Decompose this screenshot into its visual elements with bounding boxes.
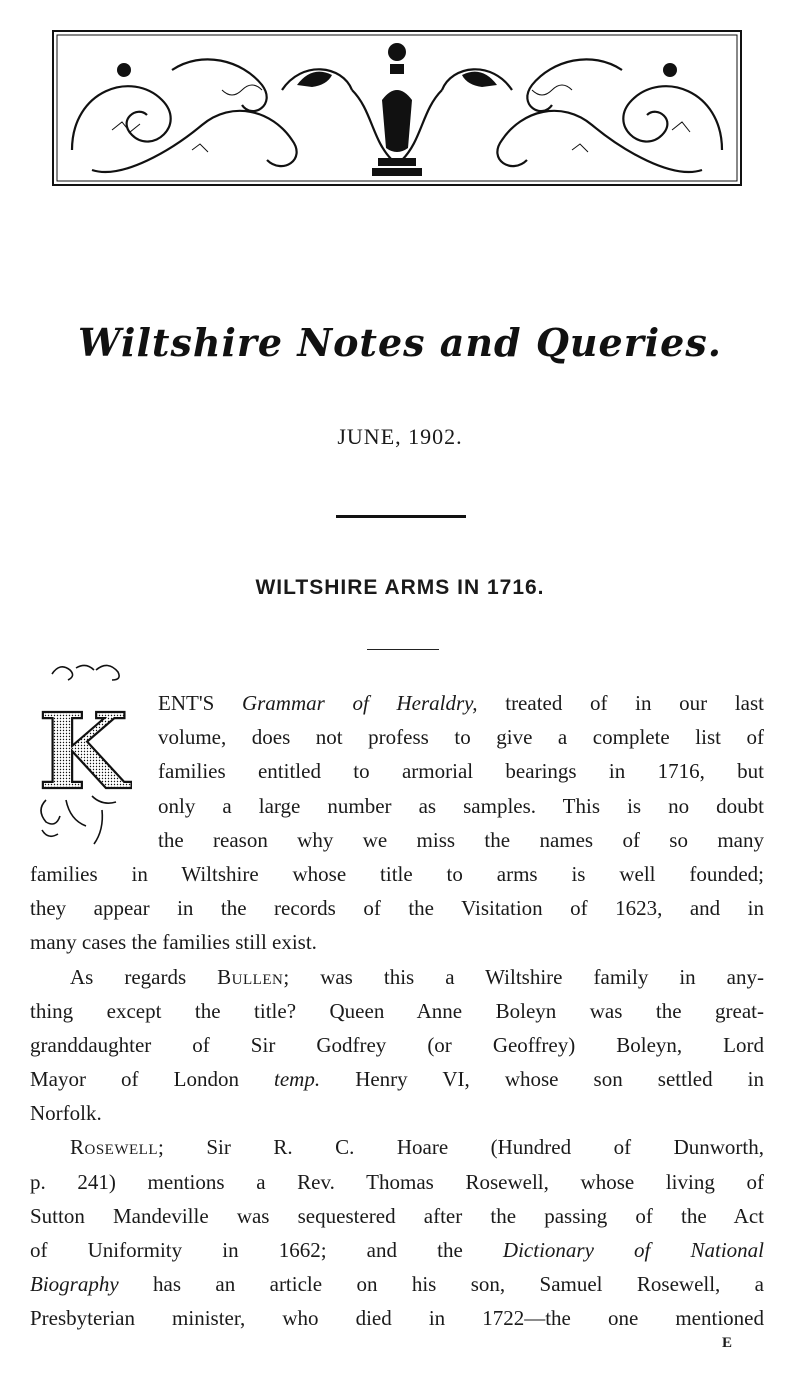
article-divider	[367, 649, 439, 650]
text-line: Mayor of London temp. Henry VI, whose son settled in	[30, 1067, 765, 1092]
text-line: granddaughter of Sir Godfrey (or Geoffrey) Boleyn, Lord	[30, 1032, 764, 1057]
journal-title: Wiltshire Notes and Queries.	[78, 320, 722, 365]
drop-cap-letter: K	[38, 690, 129, 813]
text-line: families entitled to armorial bearings in 1716, but	[158, 759, 764, 784]
text-line: Norfolk.	[30, 1101, 102, 1126]
signature-mark: E	[722, 1335, 733, 1351]
text-line: Rosewell; Sir R. C. Hoare (Hundred of Dunworth,	[70, 1135, 764, 1160]
text-line: they appear in the records of the Visitation of 1623, and in	[30, 896, 764, 921]
text-line: families in Wiltshire whose title to arms is well founded;	[30, 861, 764, 886]
text-line: the reason why we miss the names of so many	[158, 827, 764, 852]
text-line: thing except the title? Queen Anne Boleyn was the great-	[30, 998, 764, 1023]
ornamental-header-band	[52, 30, 742, 186]
text-line: of Uniformity in 1662; and the Dictionary of National	[30, 1238, 765, 1262]
article-body	[30, 686, 764, 1336]
text-line: ENT'S Grammar of Heraldry, treated of in our last	[158, 691, 765, 715]
ornament-scroll-icon	[52, 30, 742, 186]
issue-date: JUNE, 1902.	[337, 424, 463, 449]
text-line: only a large number as samples. This is no doubt	[158, 793, 764, 818]
title-divider	[336, 515, 466, 518]
text-line: Biography has an article on his son, Samuel Rosewell, a	[30, 1272, 765, 1297]
text-line: Presbyterian minister, who died in 1722—the one mentioned	[30, 1306, 764, 1331]
text-line: Sutton Mandeville was sequestered after the passing of the Act	[30, 1203, 764, 1228]
text-line: p. 241) mentions a Rev. Thomas Rosewell, whose living of	[30, 1169, 764, 1194]
text-line: As regards Bullen; was this a Wiltshire family in any-	[70, 964, 764, 989]
text-line: many cases the families still exist.	[30, 930, 317, 955]
article-title: WILTSHIRE ARMS IN 1716.	[255, 576, 545, 599]
text-line: volume, does not profess to give a complete list of	[158, 725, 764, 750]
